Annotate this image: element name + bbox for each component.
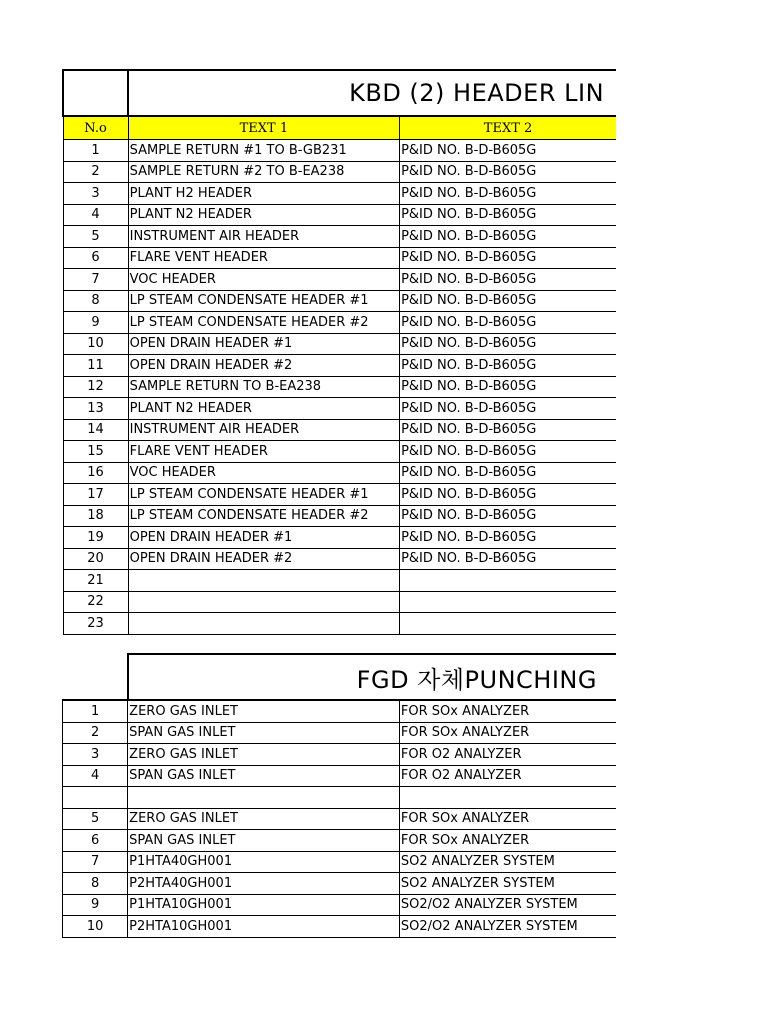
- row-text1-cell: FLARE VENT HEADER: [128, 441, 399, 463]
- row-text2-cell: P&ID NO. B-D-B605G: [400, 161, 616, 183]
- row-number-cell: 8: [63, 873, 128, 895]
- row-number-cell: 2: [63, 161, 128, 183]
- table-row: [63, 894, 617, 916]
- row-number-cell: 11: [63, 355, 128, 377]
- row-text2-cell: FOR SOx ANALYZER: [399, 722, 616, 744]
- table-row: [63, 161, 616, 183]
- row-text1-cell: ZERO GAS INLET: [128, 744, 400, 766]
- row-text1-cell: INSTRUMENT AIR HEADER: [128, 226, 399, 248]
- table-row: [63, 376, 616, 398]
- row-number-cell: 10: [63, 916, 128, 938]
- row-text1-cell: PLANT H2 HEADER: [128, 183, 399, 205]
- row-text1-cell: ZERO GAS INLET: [128, 808, 400, 830]
- row-number-cell: 18: [63, 505, 128, 527]
- row-text1-cell: LP STEAM CONDENSATE HEADER #2: [128, 312, 399, 334]
- row-text1-cell: P2HTA40GH001: [128, 873, 400, 895]
- table-row: [63, 744, 617, 766]
- row-number-cell: 3: [63, 183, 128, 205]
- row-text1-cell: P1HTA40GH001: [128, 851, 400, 873]
- section1-title: KBD (2) HEADER LIN: [128, 70, 616, 116]
- row-number-cell: 6: [63, 830, 128, 852]
- row-text2-cell: SO2 ANALYZER SYSTEM: [399, 851, 616, 873]
- row-text2-cell: SO2/O2 ANALYZER SYSTEM: [399, 894, 616, 916]
- row-number-cell: 6: [63, 247, 128, 269]
- row-number-cell: 21: [63, 570, 128, 592]
- row-number-cell: 17: [63, 484, 128, 506]
- section2-title-left-cell: [63, 654, 128, 700]
- row-text1-cell: VOC HEADER: [128, 269, 399, 291]
- row-number-cell: 12: [63, 376, 128, 398]
- row-text2-cell: P&ID NO. B-D-B605G: [400, 484, 616, 506]
- section1-title-left-cell: [63, 70, 128, 116]
- table-row: [63, 333, 616, 355]
- row-text1-cell: SAMPLE RETURN #1 TO B-GB231: [128, 140, 399, 162]
- header-text2: TEXT 2: [400, 116, 616, 140]
- table-row: [63, 484, 616, 506]
- section2-title: FGD 자체PUNCHING: [128, 654, 616, 700]
- row-text2-cell: P&ID NO. B-D-B605G: [400, 505, 616, 527]
- row-text1-cell: FLARE VENT HEADER: [128, 247, 399, 269]
- row-number-cell: 14: [63, 419, 128, 441]
- table-row: [63, 722, 617, 744]
- row-text2-cell: FOR SOx ANALYZER: [399, 830, 616, 852]
- row-number-cell: 10: [63, 333, 128, 355]
- row-number-cell: 20: [63, 548, 128, 570]
- row-text2-cell: P&ID NO. B-D-B605G: [400, 204, 616, 226]
- row-text2-cell: FOR O2 ANALYZER: [399, 744, 616, 766]
- row-number-cell: 3: [63, 744, 128, 766]
- row-text1-cell: ZERO GAS INLET: [128, 700, 400, 722]
- row-text1-cell: INSTRUMENT AIR HEADER: [128, 419, 399, 441]
- row-number-cell: 7: [63, 851, 128, 873]
- table-row: [63, 441, 616, 463]
- row-text1-cell: SPAN GAS INLET: [128, 830, 400, 852]
- row-text1-cell: [128, 591, 399, 613]
- table-row: [63, 355, 616, 377]
- row-number-cell: 15: [63, 441, 128, 463]
- kbd-header-line-table: [62, 69, 616, 635]
- row-number-cell: 2: [63, 722, 128, 744]
- row-number-cell: 4: [63, 204, 128, 226]
- table-row: [63, 269, 616, 291]
- table-row: [63, 787, 617, 809]
- table-row: [63, 140, 616, 162]
- row-text2-cell: P&ID NO. B-D-B605G: [400, 226, 616, 248]
- row-number-cell: 5: [63, 808, 128, 830]
- table-row: [63, 613, 616, 635]
- table-row: [63, 808, 617, 830]
- row-number-cell: 9: [63, 312, 128, 334]
- row-text2-cell: [400, 591, 616, 613]
- table-row: [63, 312, 616, 334]
- row-text1-cell: LP STEAM CONDENSATE HEADER #1: [128, 290, 399, 312]
- table-row: [63, 591, 616, 613]
- row-text1-cell: VOC HEADER: [128, 462, 399, 484]
- section1-title-row: [63, 70, 616, 116]
- row-text1-cell: OPEN DRAIN HEADER #2: [128, 355, 399, 377]
- row-text1-cell: PLANT N2 HEADER: [128, 398, 399, 420]
- row-text2-cell: [399, 787, 616, 809]
- row-text2-cell: P&ID NO. B-D-B605G: [400, 548, 616, 570]
- row-text1-cell: [128, 613, 399, 635]
- table-row: [63, 851, 617, 873]
- table-row: [63, 700, 617, 722]
- row-text2-cell: P&ID NO. B-D-B605G: [400, 527, 616, 549]
- row-text2-cell: FOR SOx ANALYZER: [399, 700, 616, 722]
- row-text1-cell: [128, 787, 400, 809]
- row-text1-cell: SAMPLE RETURN #2 TO B-EA238: [128, 161, 399, 183]
- row-number-cell: 22: [63, 591, 128, 613]
- row-number-cell: 9: [63, 894, 128, 916]
- row-number-cell: 16: [63, 462, 128, 484]
- section2-title-row: [63, 654, 617, 700]
- fgd-punching-table: [62, 653, 616, 938]
- row-text1-cell: SPAN GAS INLET: [128, 765, 400, 787]
- table-row: [63, 290, 616, 312]
- column-header-row: [63, 116, 616, 140]
- section1-body: [63, 140, 616, 635]
- table-row: [63, 183, 616, 205]
- row-text2-cell: P&ID NO. B-D-B605G: [400, 183, 616, 205]
- row-text1-cell: OPEN DRAIN HEADER #1: [128, 333, 399, 355]
- row-text1-cell: SAMPLE RETURN TO B-EA238: [128, 376, 399, 398]
- row-number-cell: 1: [63, 700, 128, 722]
- row-text1-cell: SPAN GAS INLET: [128, 722, 400, 744]
- table-row: [63, 247, 616, 269]
- row-text1-cell: LP STEAM CONDENSATE HEADER #2: [128, 505, 399, 527]
- row-number-cell: 7: [63, 269, 128, 291]
- table-row: [63, 419, 616, 441]
- row-text1-cell: OPEN DRAIN HEADER #2: [128, 548, 399, 570]
- table-row: [63, 505, 616, 527]
- row-text1-cell: LP STEAM CONDENSATE HEADER #1: [128, 484, 399, 506]
- row-number-cell: 5: [63, 226, 128, 248]
- row-text1-cell: P1HTA10GH001: [128, 894, 400, 916]
- row-number-cell: 19: [63, 527, 128, 549]
- table-row: [63, 548, 616, 570]
- table-row: [63, 765, 617, 787]
- row-text2-cell: P&ID NO. B-D-B605G: [400, 269, 616, 291]
- row-text2-cell: P&ID NO. B-D-B605G: [400, 398, 616, 420]
- row-text2-cell: P&ID NO. B-D-B605G: [400, 290, 616, 312]
- row-text1-cell: PLANT N2 HEADER: [128, 204, 399, 226]
- table-row: [63, 226, 616, 248]
- row-number-cell: 1: [63, 140, 128, 162]
- table-row: [63, 916, 617, 938]
- row-number-cell: 4: [63, 765, 128, 787]
- row-text1-cell: OPEN DRAIN HEADER #1: [128, 527, 399, 549]
- row-number-cell: [63, 787, 128, 809]
- section2-body: [63, 700, 617, 937]
- row-number-cell: 13: [63, 398, 128, 420]
- row-text2-cell: P&ID NO. B-D-B605G: [400, 312, 616, 334]
- row-text2-cell: [400, 613, 616, 635]
- row-text2-cell: P&ID NO. B-D-B605G: [400, 355, 616, 377]
- row-text2-cell: [400, 570, 616, 592]
- row-text2-cell: P&ID NO. B-D-B605G: [400, 419, 616, 441]
- row-number-cell: 8: [63, 290, 128, 312]
- row-text1-cell: [128, 570, 399, 592]
- header-text1: TEXT 1: [128, 116, 399, 140]
- row-text2-cell: FOR O2 ANALYZER: [399, 765, 616, 787]
- row-text2-cell: P&ID NO. B-D-B605G: [400, 247, 616, 269]
- row-text2-cell: P&ID NO. B-D-B605G: [400, 441, 616, 463]
- row-text2-cell: P&ID NO. B-D-B605G: [400, 333, 616, 355]
- table-row: [63, 527, 616, 549]
- table-row: [63, 873, 617, 895]
- table-row: [63, 462, 616, 484]
- row-number-cell: 23: [63, 613, 128, 635]
- header-no: N.o: [63, 116, 128, 140]
- row-text1-cell: P2HTA10GH001: [128, 916, 400, 938]
- row-text2-cell: FOR SOx ANALYZER: [399, 808, 616, 830]
- row-text2-cell: P&ID NO. B-D-B605G: [400, 462, 616, 484]
- row-text2-cell: P&ID NO. B-D-B605G: [400, 140, 616, 162]
- table-row: [63, 830, 617, 852]
- table-row: [63, 204, 616, 226]
- row-text2-cell: SO2/O2 ANALYZER SYSTEM: [399, 916, 616, 938]
- row-text2-cell: SO2 ANALYZER SYSTEM: [399, 873, 616, 895]
- row-text2-cell: P&ID NO. B-D-B605G: [400, 376, 616, 398]
- table-row: [63, 570, 616, 592]
- table-row: [63, 398, 616, 420]
